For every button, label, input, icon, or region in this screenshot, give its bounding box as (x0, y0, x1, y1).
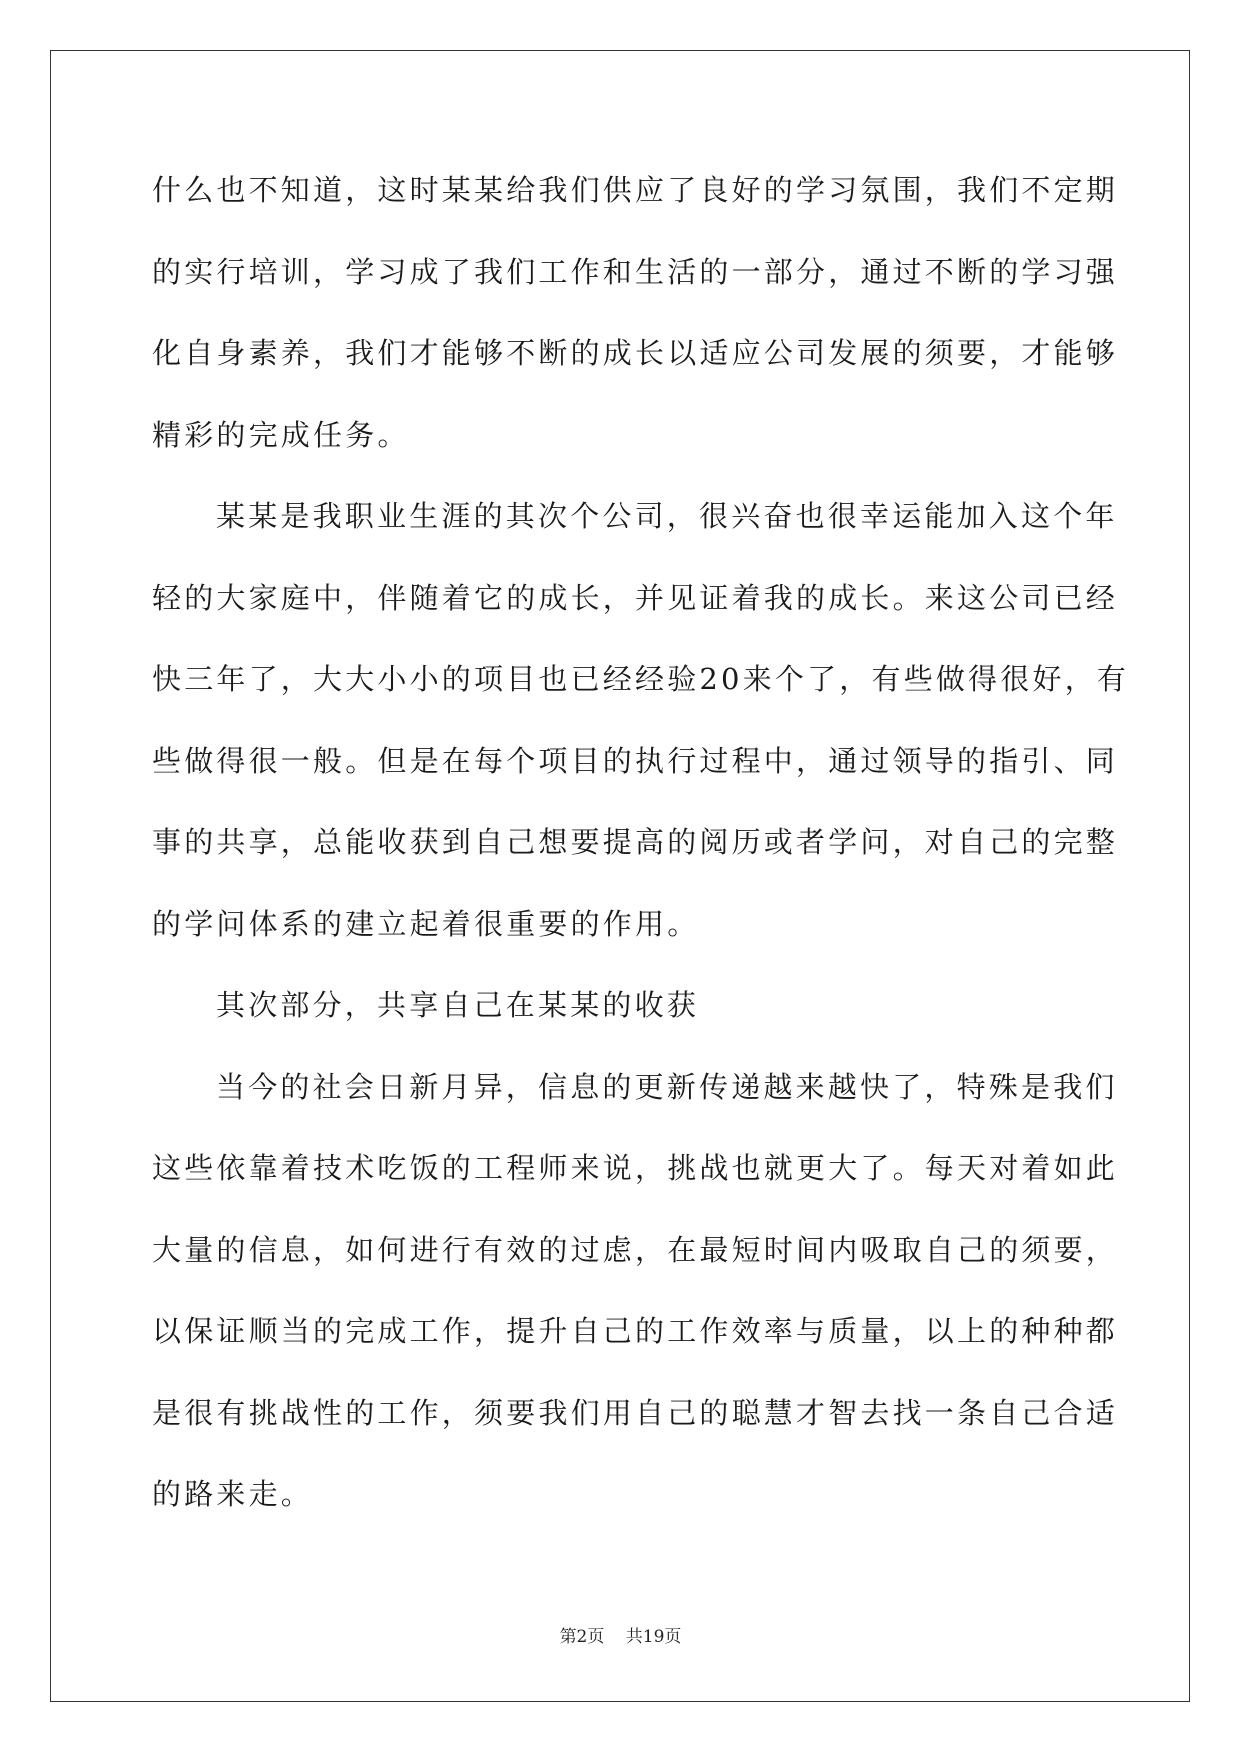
text-line: 某某是我职业生涯的其次个公司，很兴奋也很幸运能加入这个年 (216, 499, 1118, 533)
text-line: 轻的大家庭中，伴随着它的成长，并见证着我的成长。来这公司已经 (152, 580, 1119, 615)
paragraph-2 (152, 494, 1130, 983)
total-pages: 共19页 (625, 1627, 682, 1647)
heading-line: 其次部分，共享自己在某某的收获 (216, 988, 700, 1022)
text-line: 精彩的完成任务。 (152, 417, 410, 452)
text-line: 快三年了，大大小小的项目也已经经验20来个了，有些做得很好，有 (152, 662, 1130, 696)
page-footer (0, 1622, 1241, 1647)
text-line: 些做得很一般。但是在每个项目的执行过程中，通过领导的指引、同 (152, 743, 1119, 778)
paragraph-3 (152, 1065, 1119, 1554)
text-line: 事的共享，总能收获到自己想要提高的阅历或者学问，对自己的完整 (152, 825, 1119, 859)
text-line: 的学问体系的建立起着很重要的作用。 (152, 906, 700, 941)
document-body (152, 168, 1130, 1554)
text-line: 的实行培训，学习成了我们工作和生活的一部分，通过不断的学习强 (152, 254, 1119, 289)
text-line: 是很有挑战性的工作，须要我们用自己的聪慧才智去找一条自己合适 (152, 1395, 1119, 1430)
text-line: 以保证顺当的完成工作，提升自己的工作效率与质量，以上的种种都 (152, 1314, 1119, 1348)
paragraph-1 (152, 168, 1119, 494)
text-line: 大量的信息，如何进行有效的过虑，在最短时间内吸取自己的须要， (152, 1232, 1119, 1267)
text-line: 当今的社会日新月异，信息的更新传递越来越快了，特殊是我们 (216, 1069, 1118, 1104)
text-line: 的路来走。 (152, 1477, 314, 1511)
text-line: 什么也不知道，这时某某给我们供应了良好的学习氛围，我们不定期 (152, 173, 1119, 207)
text-line: 化自身素养，我们才能够不断的成长以适应公司发展的须要，才能够 (152, 336, 1119, 370)
page-number: 第2页 (559, 1627, 605, 1647)
text-line: 这些依靠着技术吃饭的工程师来说，挑战也就更大了。每天对着如此 (152, 1151, 1119, 1185)
section-heading (152, 983, 1090, 1065)
